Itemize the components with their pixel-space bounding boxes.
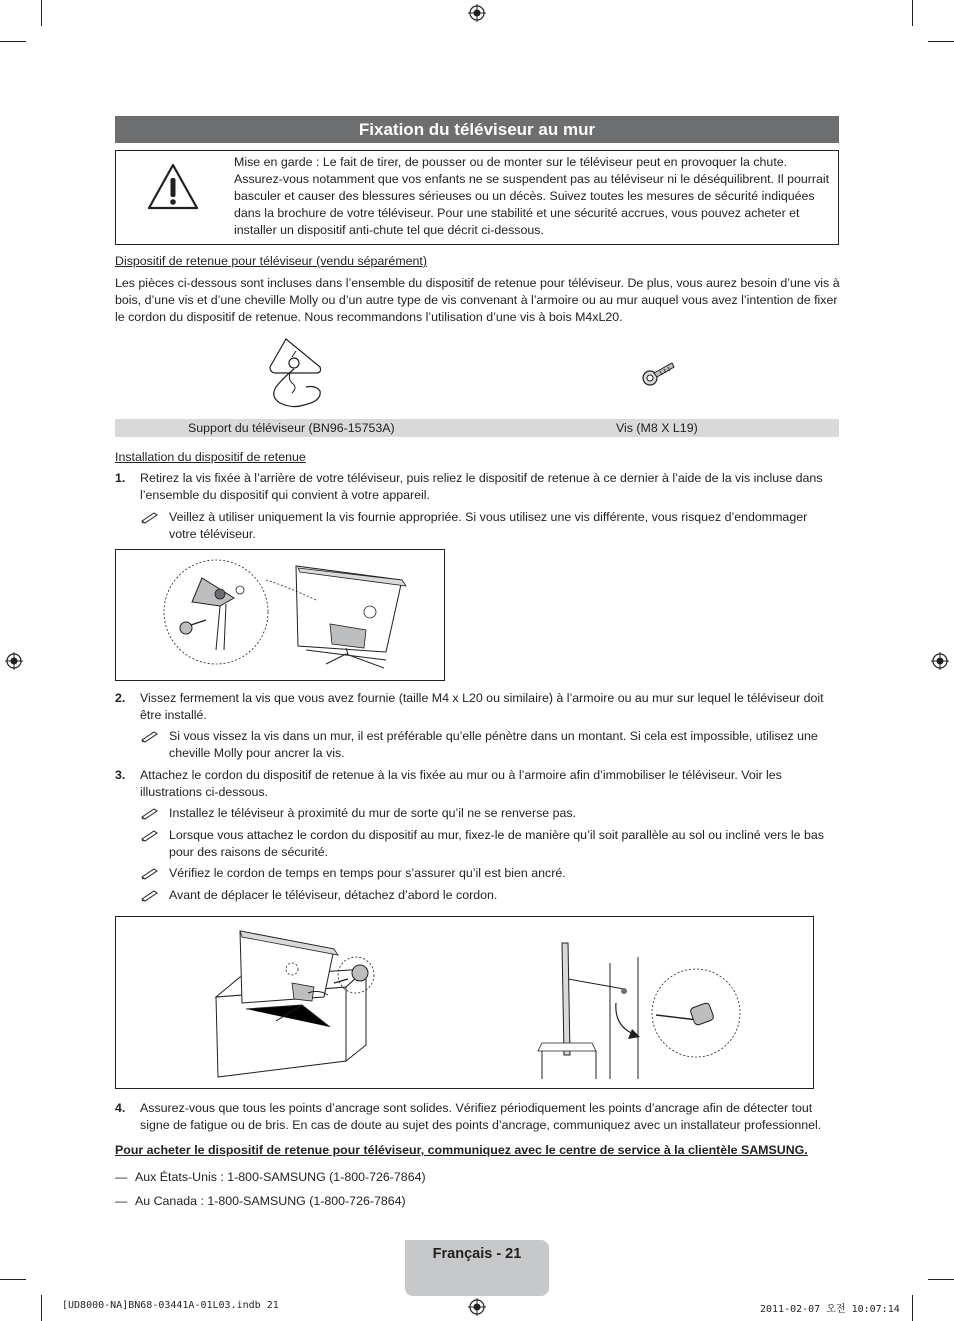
crop-mark bbox=[912, 1295, 913, 1321]
registration-mark-icon bbox=[5, 652, 23, 670]
step-number: 1. bbox=[115, 471, 126, 485]
print-slug-left: [UD8000-NA]BN68-03441A-01L03.indb 21 bbox=[62, 1300, 279, 1311]
note-pencil-icon bbox=[140, 888, 160, 902]
crop-mark bbox=[0, 1279, 26, 1280]
contact-us: Aux États-Unis : 1-800-SAMSUNG (1-800-726-7864) bbox=[135, 1170, 426, 1184]
page-number: Français - 21 bbox=[432, 1246, 522, 1262]
tv-holder-bracket-icon bbox=[262, 335, 330, 415]
note-text: Lorsque vous attachez le cordon du dispositif au mur, fixez-le de manière qu’il soit parallèle au sol ou incliné vers le bas pour des raisons de sécurité. bbox=[169, 828, 824, 859]
registration-mark-icon bbox=[931, 652, 949, 670]
step-number: 2. bbox=[115, 691, 126, 705]
parts-caption-bar bbox=[115, 419, 839, 437]
figure-attach-cord bbox=[115, 916, 814, 1089]
print-slug-right: 2011-02-07 오전 10:07:14 bbox=[760, 1304, 900, 1315]
step-number: 4. bbox=[115, 1101, 126, 1115]
page-title: Fixation du téléviseur au mur bbox=[115, 116, 839, 143]
note-text: Si vous vissez la vis dans un mur, il est préférable qu’elle pénètre dans un montant. Si cela est impossible, utilisez une cheville Molly pour ancrer la vis. bbox=[169, 729, 818, 760]
step-text: Assurez-vous que tous les points d’ancrage sont solides. Vérifiez périodiquement les points d’ancrage afin de détecter tout signe de fatigue ou de bris. En cas de doute au sujet des points d’ancrage, communiquez avec un installateur professionnel. bbox=[140, 1101, 822, 1132]
note-pencil-icon bbox=[140, 866, 160, 880]
warning-triangle-icon bbox=[146, 162, 200, 212]
contact-dash: — bbox=[115, 1194, 128, 1208]
step-number: 3. bbox=[115, 768, 126, 782]
step-text: Retirez la vis fixée à l’arrière de votre téléviseur, puis reliez le dispositif de retenue à ce dernier à l’aide de la vis incluse dans l’ensemble du dispositif qui convient à votre appareil. bbox=[140, 471, 823, 502]
step-text: Attachez le cordon du dispositif de retenue à la vis fixée au mur ou à l’armoire afin d’immobiliser le téléviseur. Voir les illustrations ci-dessous. bbox=[140, 768, 782, 799]
warning-body: : Le fait de tirer, de pousser ou de monter sur le téléviseur peut en provoquer la chute. Assurez-vous notamment que vos enfants ne se suspendent pas au téléviseur ni le déséquilibrent. Il pourrait basculer et causer des blessures sérieuses ou un décès. Suivez toutes les mesures de sécurité indiquées dans la brochure de votre téléviseur. Pour une stabilité et une sécurité accrues, vous pouvez acheter et installer un dispositif anti-chute tel que décrit ci-dessous. bbox=[234, 155, 830, 237]
part-label: Support du téléviseur (BN96-15753A) bbox=[188, 421, 395, 435]
contact-dash: — bbox=[115, 1170, 128, 1184]
note-text: Avant de déplacer le téléviseur, détachez d’abord le cordon. bbox=[169, 888, 498, 902]
note-pencil-icon bbox=[140, 729, 160, 743]
figure-attach-holder bbox=[115, 549, 445, 681]
contact-canada: Au Canada : 1-800-SAMSUNG (1-800-726-7864) bbox=[135, 1194, 406, 1208]
section-heading-retenue: Dispositif de retenue pour téléviseur (vendu séparément) bbox=[115, 254, 427, 268]
warning-label: Mise en garde bbox=[234, 155, 313, 169]
note-text: Veillez à utiliser uniquement la vis fournie appropriée. Si vous utilisez une vis différente, vous risquez d’endommager votre téléviseur. bbox=[169, 510, 808, 541]
step-text: Vissez fermement la vis que vous avez fournie (taille M4 x L20 ou similaire) à l’armoire ou au mur sur lequel le téléviseur doit être installé. bbox=[140, 691, 824, 722]
part-label: Vis (M8 X L19) bbox=[616, 421, 698, 435]
warning-text bbox=[234, 154, 830, 239]
crop-mark bbox=[928, 1279, 954, 1280]
note-text: Vérifiez le cordon de temps en temps pour s’assurer qu’il est bien ancré. bbox=[169, 866, 566, 880]
section-heading-installation: Installation du dispositif de retenue bbox=[115, 450, 306, 464]
screw-icon bbox=[638, 358, 678, 390]
purchase-info: Pour acheter le dispositif de retenue pour téléviseur, communiquez avec le centre de service à la clientèle SAMSUNG. bbox=[115, 1143, 808, 1157]
crop-mark bbox=[41, 0, 42, 26]
note-text: Installez le téléviseur à proximité du mur de sorte qu’il ne se renverse pas. bbox=[169, 806, 577, 820]
crop-mark bbox=[912, 0, 913, 26]
registration-mark-icon bbox=[468, 4, 486, 22]
attach-holder-illustration bbox=[116, 550, 444, 680]
note-pencil-icon bbox=[140, 510, 160, 524]
note-pencil-icon bbox=[140, 806, 160, 820]
crop-mark bbox=[0, 41, 26, 42]
attach-cord-illustration bbox=[116, 917, 813, 1088]
note-pencil-icon bbox=[140, 828, 160, 842]
crop-mark bbox=[41, 1295, 42, 1321]
section-paragraph: Les pièces ci-dessous sont incluses dans l’ensemble du dispositif de retenue pour téléviseur. De plus, vous aurez besoin d’une vis à bois, d’une vis et d’une cheville Molly ou d’un autre type de vis convenant à l’armoire ou au mur auquel vous avez l’intention de fixer le cordon du dispositif de retenue. Nous recommandons l’utilisation d’une vis à bois M4xL20. bbox=[115, 276, 840, 324]
crop-mark bbox=[928, 41, 954, 42]
registration-mark-icon bbox=[468, 1298, 486, 1316]
